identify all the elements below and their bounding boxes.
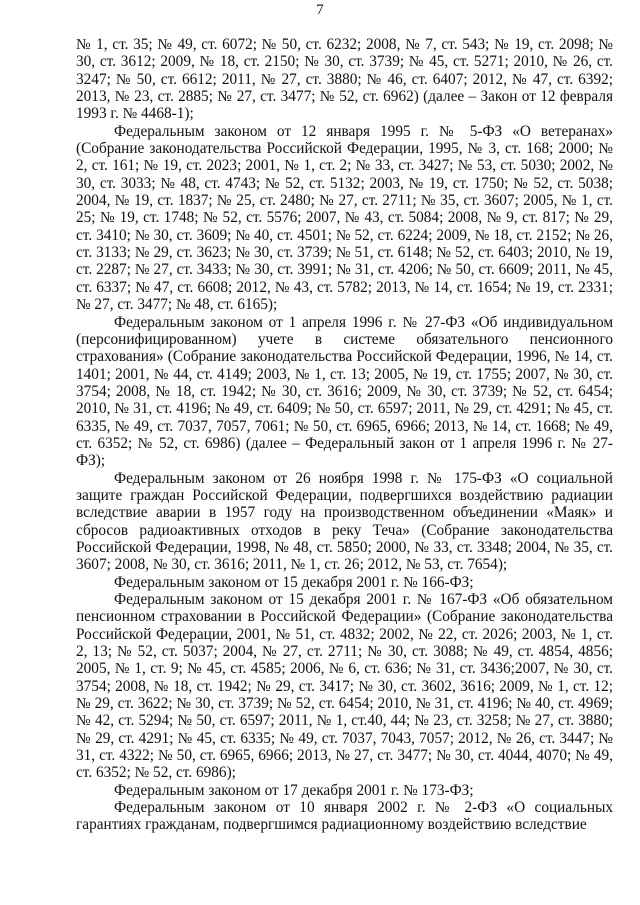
law-paragraph-pension-insurance: Федеральным законом от 15 декабря 2001 г. № 167-ФЗ «Об обязательном пенсионном страховании в Российской Федерации» (Собрание законодательства Российской Федерации, 2001, № 51, ст. 4832; 2002, № 22, ст. 2026; 2003, № 1, ст. 2, 13; № 52, ст. 5037; 2004, № 27, ст. 2711; № 30, ст. 3088; № 49, ст. 4854, 4856; 2005, № 1, ст. 9; № 45, ст. 4585; 2006, № 6, ст. 636; № 31, ст. 3436;2007, № 30, ст. 3754; 2008, № 18, ст. 1942; № 29, ст. 3417; № 30, ст. 3602, 3616; 2009, № 1, ст. 12; № 29, ст. 3622; № 30, ст. 3739; № 52, ст. 6454; 2010, № 31, ст. 4196; № 40, ст. 4969; № 42, ст. 5294; № 50, ст. 6597; 2011, № 1, ст.40, 44; № 23, ст. 3258; № 27, ст. 3880; № 29, ст. 4291; № 45, ст. 6335; № 49, ст. 7037, 7043, 7057; 2012, № 26, ст. 3447; № 31, ст. 4322; № 50, ст. 6965, 6966; 2013, № 27, ст. 3477; № 30, ст. 4044, 4070; № 49, ст. 6352; № 52, ст. 6986); bbox=[76, 591, 613, 782]
law-paragraph-173fz: Федеральным законом от 17 декабря 2001 г. № 173-ФЗ; bbox=[114, 781, 474, 799]
law-paragraph-veterans: Федеральным законом от 12 января 1995 г. № 5-ФЗ «О ветеранах» (Собрание законодательства Российской Федерации, 1995, № 3, ст. 168; 2000; № 2, ст. 161; № 19, ст. 2023; 2001, № 1, ст. 2; № 33, ст. 3427; № 53, ст. 5030; 2002, № 30, ст. 3033; № 48, ст. 4743; № 52, ст. 5132; 2003, № 19, ст. 1750; № 52, ст. 5038; 2004, № 19, ст. 1837; № 25, ст. 2480; № 27, ст. 2711; № 35, ст. 3607; 2005, № 1, ст. 25; № 19, ст. 1748; № 52, ст. 5576; 2007, № 43, ст. 5084; 2008, № 9, ст. 817; № 29, ст. 3410; № 30, ст. 3609; № 40, ст. 4501; № 52, ст. 6224; 2009, № 18, ст. 2152; № 26, ст. 3133; № 29, ст. 3623; № 30, ст. 3739; № 51, ст. 6148; № 52, ст. 6403; 2010, № 19, ст. 2287; № 27, ст. 3433; № 30, ст. 3991; № 31, ст. 4206; № 50, ст. 6609; 2011, № 45, ст. 6337; № 47, ст. 6608; 2012, № 43, ст. 5782; 2013, № 14, ст. 1654; № 19, ст. 2331; № 27, ст. 3477; № 48, ст. 6165); bbox=[76, 122, 613, 314]
law-paragraph-mayak-radiation: Федеральным законом от 26 ноября 1998 г. № 175-ФЗ «О социальной защите граждан Российской Федерации, подвергшихся воздействию радиации вследствие аварии в 1957 году на производственном объединении «Маяк» и сбросов радиоактивных отходов в реку Теча» (Собрание законодательства Российской Федерации, 1998, № 48, ст. 5850; 2000, № 33, ст. 3348; 2004, № 35, ст. 3607; 2008, № 30, ст. 3616; 2011, № 1, ст. 26; 2012, № 53, ст. 7654); bbox=[76, 469, 613, 574]
law-paragraph-social-guarantees: Федеральным законом от 10 января 2002 г. № 2-ФЗ «О социальных гарантиях гражданам, подвергшимся радиационному воздействию вследствие bbox=[76, 799, 613, 834]
page-number: 7 bbox=[316, 2, 324, 18]
continued-paragraph: № 1, ст. 35; № 49, ст. 6072; № 50, ст. 6232; 2008, № 7, ст. 543; № 19, ст. 2098; № 30, ст. 3612; 2009, № 18, ст. 2150; № 30, ст. 3739; № 45, ст. 5271; 2010, № 26, ст. 3247; № 50, ст. 6612; 2011, № 27, ст. 3880; № 46, ст. 6407; 2012, № 47, ст. 6392; 2013, № 23, ст. 2885; № 27, ст. 3477; № 52, ст. 6962) (далее – Закон от 12 февраля 1993 г. № 4468-1); bbox=[76, 36, 613, 123]
law-paragraph-166fz: Федеральным законом от 15 декабря 2001 г. № 166-ФЗ; bbox=[114, 573, 474, 591]
document-body bbox=[76, 36, 613, 834]
law-paragraph-personal-accounting: Федеральным законом от 1 апреля 1996 г. № 27-ФЗ «Об индивидуальном (персонифицированном) учете в системе обязательного пенсионного страхования» (Собрание законодательства Российской Федерации, 1996, № 14, ст. 1401; 2001, № 44, ст. 4149; 2003, № 1, ст. 13; 2005, № 19, ст. 1755; 2007, № 30, ст. 3754; 2008, № 18, ст. 1942; № 30, ст. 3616; 2009, № 30, ст. 3739; № 52, ст. 6454; 2010, № 31, ст. 4196; № 49, ст. 6409; № 50, ст. 6597; 2011, № 29, ст. 4291; № 45, ст. 6335, № 49, ст. 7037, 7057, 7061; № 50, ст. 6965, 6966; 2013, № 14, ст. 1668; № 49, ст. 6352; № 52, ст. 6986) (далее – Федеральный закон от 1 апреля 1996 г. № 27-ФЗ); bbox=[76, 313, 613, 470]
